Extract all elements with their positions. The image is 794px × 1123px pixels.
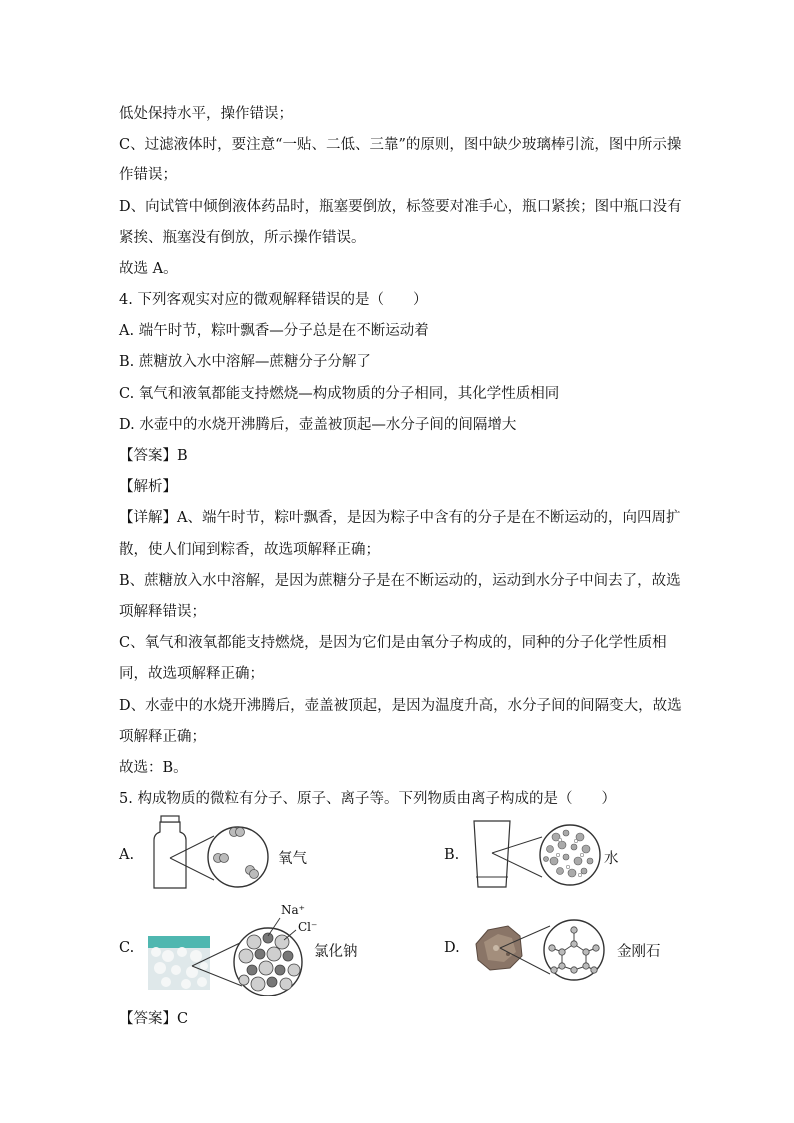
water-label: 水 [604,851,619,867]
q4-detail-1: 【详解】A、端午时节，粽叶飘香，是因为粽子中含有的分子是在不断运动的，向四周扩 [119,510,681,526]
diamond-label: 金刚石 [617,944,661,960]
q4-answer: 【答案】B [119,448,188,464]
text-line-3: 作错误； [119,167,177,183]
q5-option-d-letter: D. [444,940,460,956]
text-line-5: 紧挨、瓶塞没有倒放，所示操作错误。 [119,230,366,246]
q5-option-a-letter: A. [119,847,135,863]
q4-detail-4: 项解释错误； [119,604,206,620]
text-line-1: 低处保持水平，操作错误； [119,106,293,122]
sodium-chloride-label: 氯化钠 [314,944,358,960]
question-5: 5. 构成物质的微粒有分子、原子、离子等。下列物质由离子构成的是（ ） [119,791,616,807]
q4-option-d: D. 水壶中的水烧开沸腾后，壶盖被顶起—水分子间的间隔增大 [119,417,517,433]
q4-option-a: A. 端午时节，粽叶飘香—分子总是在不断运动着 [119,323,429,339]
oxygen-figure [146,810,286,892]
q5-option-b-letter: B. [444,847,460,863]
q4-option-c: C. 氧气和液氧都能支持燃烧—构成物质的分子相同，其化学性质相同 [119,386,560,402]
q5-option-c-letter: C. [119,940,135,956]
q4-detail-3: B、蔗糖放入水中溶解，是因为蔗糖分子是在不断运动的，运动到水分子中间去了，故选 [119,573,681,589]
q4-detail-7: D、水壶中的水烧开沸腾后，壶盖被顶起，是因为温度升高，水分子间的间隔变大，故选 [119,698,682,714]
oxygen-label: 氧气 [278,851,307,867]
water-figure [470,815,610,895]
question-4: 4. 下列客观实对应的微观解释错误的是（ ） [119,292,428,308]
q4-detail-6: 同，故选项解释正确； [119,666,264,682]
q5-answer: 【答案】C [119,1011,189,1027]
q4-analysis-heading: 【解析】 [119,479,177,495]
text-line-2: C、过滤液体时，要注意“一贴、二低、三靠”的原则，图中缺少玻璃棒引流，图中所示操 [119,137,682,153]
chloride-ion-label: Cl⁻ [298,920,318,934]
q4-detail-5: C、氧气和液氧都能支持燃烧，是因为它们是由氧分子构成的，同种的分子化学性质相 [119,635,667,651]
diamond-figure [470,912,620,992]
q4-option-b: B. 蔗糖放入水中溶解—蔗糖分子分解了 [119,354,371,370]
q4-detail-8: 项解释正确； [119,729,206,745]
q4-conclusion: 故选：B。 [119,760,188,776]
sodium-ion-label: Na⁺ [281,903,305,917]
q4-detail-2: 散，使人们闻到粽香，故选项解释正确； [119,542,380,558]
text-line-4: D、向试管中倾倒液体药品时，瓶塞要倒放，标签要对准手心，瓶口紧挨；图中瓶口没有 [119,199,682,215]
text-line-6: 故选 A。 [119,261,178,277]
